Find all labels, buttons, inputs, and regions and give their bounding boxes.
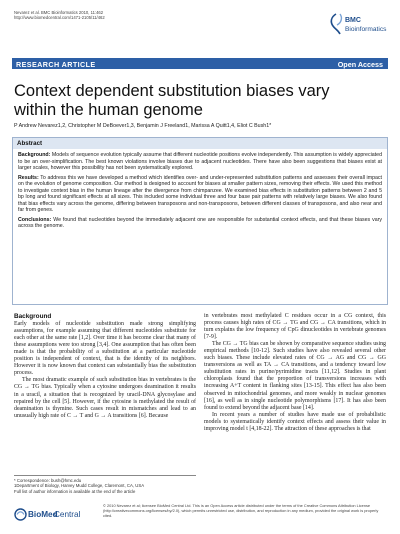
journal-logo-line1: BMC — [345, 17, 361, 24]
body-paragraph: The CG → TG bias can be shown by comparative sequence studies using empirical methods [10-12]. Such studies have also revealed several other such biases. These include elevated rates of CG → AG and CG → GG transversions as well as TA → CA transitions, and a tendency toward low substitution rates in purine/pyrimidine tracts [11,12]. Studies in plant chloroplasts found that the proportion of transversions increases with increasing A+T content in flanking sites [13-15]. This effect has also been observed in mitochondrial genomes, and more weakly in nuclear genomes [16], as well as in single nucleotide polymorphisms [17]. It has also been found to extend beyond the adjacent base [14]. — [204, 341, 386, 411]
citation-line: Nevarez et al. BMC Bioinformatics 2010, 11:462 — [14, 10, 104, 15]
open-access-label: Open Access — [337, 59, 383, 69]
body-paragraph: in vertebrates most methylated C residues occur in a CG context, this process causes high rates of CG → TG and CG → CA transitions, which in turn explains the low frequency of CpG dinucleotides in vertebrate genomes [7-9]. — [204, 313, 386, 341]
author-list: P Andrew Nevarez1,2, Christopher M DeBoever1,3, Benjamin J Freeland1, Marissa A Quitt1,4, Eliot C Bush1* — [14, 123, 272, 129]
abstract-results — [13, 175, 387, 214]
citation-header — [14, 10, 105, 21]
body-paragraph: In recent years a number of studies have made use of probabilistic models to systematically identify context effects and assess their value in improving model t [4,18-22]. The attraction of these approaches is that — [204, 411, 386, 432]
article-type-label: RESEARCH ARTICLE — [16, 59, 96, 69]
body-column-left — [14, 313, 196, 420]
abstract-box — [12, 137, 388, 305]
journal-logo-line2: Bioinformatics — [345, 26, 387, 33]
abstract-background-text: Models of sequence evolution typically assume that different nucleotide positions evolve independently. This assumption is widely appreciated to be an over-simplification. The best known violations involve biases due to adjacent nucleotides. There have also been suggestions that biases exist at larger scales, however this possibility has not been systematically explored. — [18, 152, 382, 171]
citation-url[interactable]: http://www.biomedcentral.com/1471-2105/11/462 — [14, 15, 105, 21]
section-heading-background: Background — [14, 313, 52, 320]
license-notice: © 2010 Nevarez et al; licensee BioMed Central Ltd. This is an Open Access article distributed under the terms of the Creative Commons Attribution License (http://creativecommons.org/licenses/by/2.0), which permits unrestricted use, distribution, and reproduction in any medium, provided the original work is properly cited. — [103, 503, 379, 518]
publisher-logo-icon — [14, 508, 27, 521]
publisher-logo[interactable] — [14, 508, 90, 522]
body-paragraph: The most dramatic example of such substitution bias in vertebrates is the CG → TG bias. Typically when a cytosine undergoes deamination it results in a uracil, a situation that is recognized by uracil-DNA glycosylase and repaired by the cell [5]. However, if the cytosine is methylated the result of deamination is thymine. Such cases result in mismatches and lead to an unusually high rate of C → T and G → A transitions [6]. Because — [14, 377, 196, 419]
abstract-conclusions — [13, 217, 387, 230]
abstract-results-label: Results: — [18, 174, 39, 181]
abstract-conclusions-label: Conclusions: — [18, 216, 52, 223]
journal-logo-icon — [329, 13, 344, 35]
publisher-logo-part1: BioMed — [28, 510, 58, 519]
author-info-note: Full list of author information is available at the end of the article — [14, 488, 136, 494]
article-type-banner — [12, 58, 388, 69]
body-column-right — [204, 313, 386, 433]
abstract-background-label: Background: — [18, 152, 51, 158]
body-paragraph: Early models of nucleotide substitution made strong simplifying assumptions, for example assuming that different nucleotides substitute for each other at the same rate [1,2]. Over time it has become clear that many of these assumptions were too strong [3,4]. One assumption that has often been made is that the probability of a substitution at a particular nucleotide position is independent of context, that is the identity of its neighbors. However it is now known that context can substantially bias the substitution process. — [14, 321, 196, 377]
correspondence-email[interactable]: * Correspondence: bush@hmc.edu — [14, 478, 82, 483]
abstract-results-text: To address this we have developed a method which identifies over- and under-represented substitution patterns and assesses their overall impact on the evolution of genome composition. Our method is designed to account for biases at smaller pattern sizes, removing their effects. We used this method to investigate context bias in the human lineage after the divergence from chimpanzee. We examined bias effects in substitution patterns between 2 and 5 bp long and found significant effects at all sizes. This included some individual three and four base pair patterns with relatively large biases. We also found that bias effects vary across the genome, differing between transposons and non-transposons, between different classes of transposons, and also near and far from genes. — [18, 174, 383, 213]
abstract-conclusions-text: We found that nucleotides beyond the immediately adjacent one are responsible for substantial context effects, and that these biases vary across the genome. — [18, 216, 382, 229]
publisher-logo-part2: Central — [54, 510, 81, 519]
abstract-heading: Abstract — [13, 138, 387, 149]
correspondence-footnote — [14, 475, 196, 494]
affiliation-line: 1Department of Biology, Harvey Mudd College, Claremont, CA, USA — [14, 483, 145, 489]
article-title: Context dependent substitution biases vary within the human genome — [14, 82, 330, 119]
abstract-background — [13, 152, 387, 172]
journal-logo[interactable] — [329, 13, 387, 43]
